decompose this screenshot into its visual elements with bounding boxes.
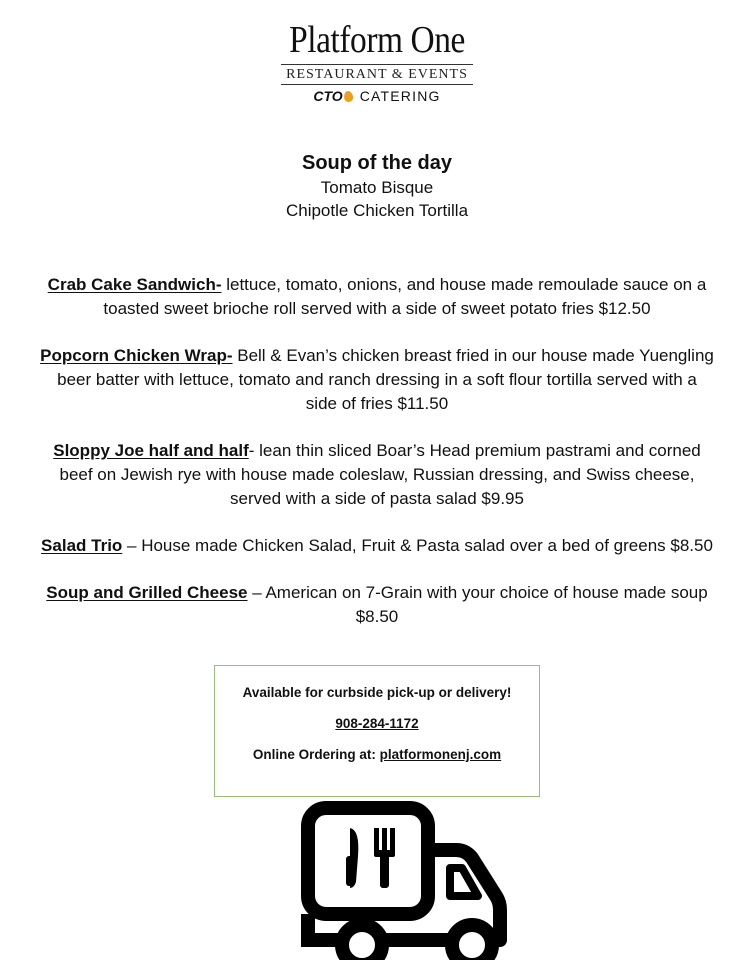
soup-heading: Soup of the day — [302, 152, 452, 174]
menu-item-soup-and-grilled-cheese — [40, 581, 714, 629]
menu-item-description: - lean thin sliced Boar’s Head premium pastrami and corned beef on Jewish rye with house made coleslaw, Russian dressing, and Swiss cheese, served with a side of pasta salad $9.95 — [59, 441, 701, 508]
logo-title: Platform One — [289, 19, 465, 61]
menu-item-name: Soup and Grilled Cheese — [46, 583, 248, 602]
cto-letters: CTO — [313, 88, 343, 104]
menu-item-crab-cake-sandwich — [40, 273, 714, 321]
fork-knife-icon — [346, 828, 395, 888]
menu-item-name: Sloppy Joe half and half — [53, 441, 249, 460]
menu-item-popcorn-chicken-wrap — [40, 344, 714, 416]
logo-catering-row — [0, 88, 754, 104]
menu-item-description: – American on 7-Grain with your choice of house made soup $8.50 — [247, 583, 708, 626]
flame-icon — [343, 90, 354, 102]
availability-text: Available for curbside pick-up or delivery! — [242, 685, 512, 700]
phone-number[interactable]: 908-284-1172 — [335, 716, 419, 731]
cto-logo-mark — [313, 88, 353, 104]
menu-item-salad-trio — [40, 534, 714, 558]
menu-item-sloppy-joe — [40, 439, 714, 511]
logo-subtitle: RESTAURANT & EVENTS — [286, 67, 468, 82]
logo — [0, 18, 754, 104]
soup-item: Tomato Bisque — [320, 178, 434, 197]
online-ordering-label: Online Ordering at: — [252, 747, 380, 762]
delivery-truck-icon — [300, 800, 510, 960]
menu-item-name: Crab Cake Sandwich- — [47, 275, 222, 294]
logo-subtitle-band — [281, 64, 473, 85]
menu-list — [40, 273, 714, 652]
menu-item-description: – House made Chicken Salad, Fruit & Pasta salad over a bed of greens $8.50 — [122, 536, 713, 555]
soup-item: Chipotle Chicken Tortilla — [285, 201, 469, 220]
menu-item-name: Popcorn Chicken Wrap- — [40, 346, 233, 365]
online-ordering-line — [215, 746, 539, 764]
soup-of-the-day-section — [0, 150, 754, 222]
online-ordering-link[interactable]: platformonenj.com — [379, 747, 502, 762]
logo-catering: CATERING — [359, 88, 441, 104]
ordering-info-box — [214, 665, 540, 797]
menu-item-description: Bell & Evan’s chicken breast fried in our house made Yuengling beer batter with lettuce, tomato and ranch dressing in a soft flour tortilla served with a side of fries $11.50 — [57, 346, 714, 413]
menu-item-name: Salad Trio — [41, 536, 123, 555]
menu-item-description: lettuce, tomato, onions, and house made remoulade sauce on a toasted sweet brioche roll served with a side of sweet potato fries $12.50 — [103, 275, 707, 318]
